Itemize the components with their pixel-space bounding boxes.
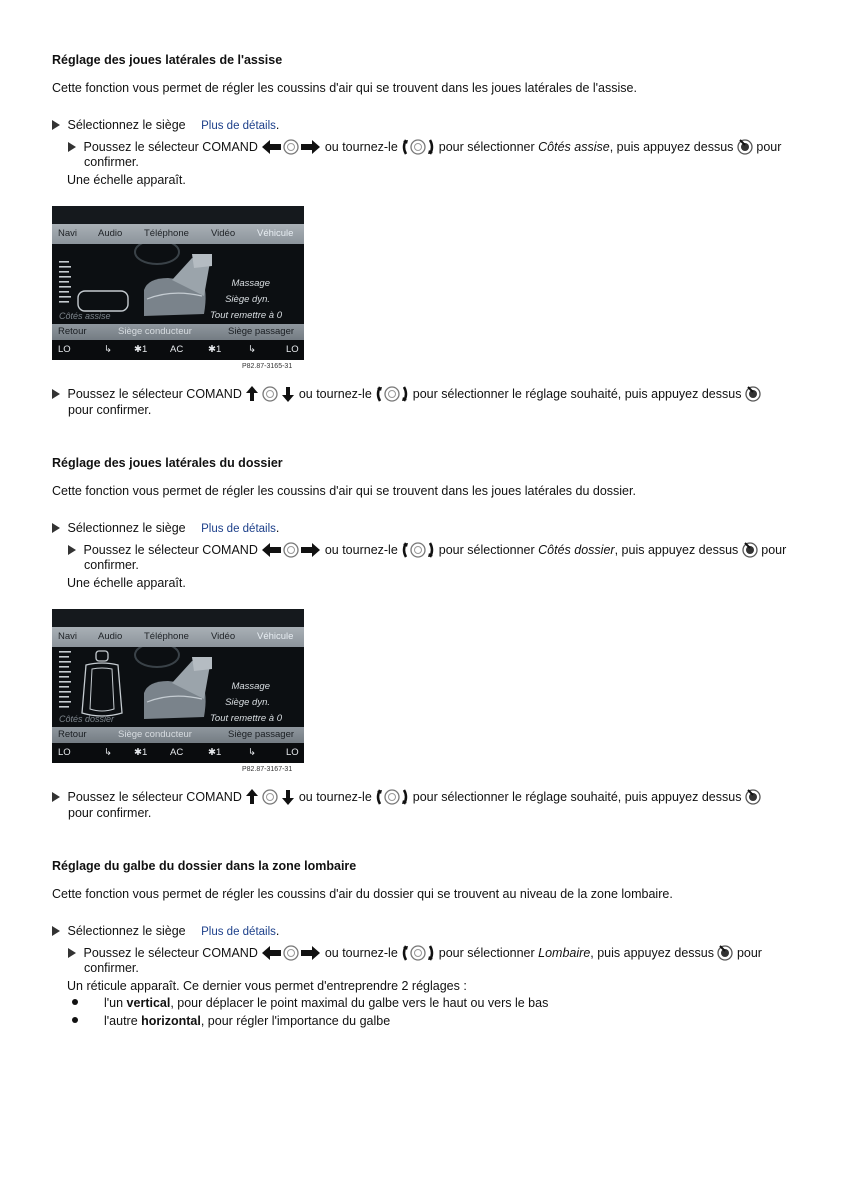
press-knob-icon [742, 542, 758, 561]
details-link[interactable]: Plus de détails [201, 120, 276, 132]
section-title-seat-sides: Réglage des joues latérales de l'assise [52, 53, 283, 67]
screen-tab-bar: Navi Audio Téléphone Vidéo Véhicule [52, 224, 304, 244]
details-link[interactable]: Plus de détails [201, 926, 276, 938]
screen-active-label: Côtés assise [59, 311, 111, 321]
step-push-controller: Poussez le sélecteur COMAND ou tournez-le pour sélectionner Côtés assise, puis appuyez dessus pour [68, 139, 781, 158]
seat-heat-icon: ↳ [248, 344, 256, 355]
fan-speed-right: ✱1 [208, 747, 222, 758]
step-select-seat: Sélectionnez le siège Plus de détails. [52, 521, 279, 535]
fan-speed-left: ✱1 [134, 747, 148, 758]
scale-appears-text: Une échelle apparaît. [67, 576, 186, 590]
section-title-lumbar: Réglage du galbe du dossier dans la zone lombaire [52, 859, 357, 873]
rotate-knob-icon [401, 139, 435, 158]
confirm-text: confirmer. [84, 155, 139, 169]
comand-screen-backrest-sides [52, 609, 304, 763]
image-caption: P82.87-3167-31 [242, 766, 293, 773]
triangle-bullet-icon [68, 948, 76, 958]
controller-up-down-icon [245, 386, 295, 405]
confirm-text: pour confirmer. [68, 806, 152, 820]
press-knob-icon [737, 139, 753, 158]
seat-heat-icon: ↳ [104, 747, 112, 758]
press-knob-icon [717, 945, 733, 964]
triangle-bullet-icon [52, 523, 60, 533]
step-push-controller: Poussez le sélecteur COMAND ou tournez-le pour sélectionner Lombaire, puis appuyez dessus pour [68, 945, 762, 964]
press-knob-icon [745, 789, 761, 808]
screen-bottom-menu: Retour Siège conducteur Siège passager [52, 324, 304, 340]
controller-up-down-icon [245, 789, 295, 808]
intro-text: Cette fonction vous permet de régler les coussins d'air qui se trouvent dans les joues latérales du dossier. [52, 484, 636, 498]
fan-speed-left: ✱1 [134, 344, 148, 355]
step-select-seat: Sélectionnez le siège Plus de détails. [52, 118, 279, 132]
step-push-up-down: Poussez le sélecteur COMAND ou tournez-le pour sélectionner le réglage souhaité, puis appuyez dessus [52, 386, 761, 405]
menu-dynamic-seat: Siège dyn. [225, 294, 270, 305]
screen-active-label: Côtés dossier [59, 714, 115, 724]
triangle-bullet-icon [52, 926, 60, 936]
menu-reset-all: Tout remettre à 0 [210, 713, 282, 724]
bullet-icon [72, 999, 78, 1005]
screen-tab-bar: Navi Audio Téléphone Vidéo Véhicule [52, 627, 304, 647]
list-item-vertical: l'un vertical, pour déplacer le point maximal du galbe vers le haut ou vers le bas [72, 996, 78, 1010]
triangle-bullet-icon [52, 389, 60, 399]
list-item-horizontal: l'autre horizontal, pour régler l'importance du galbe [72, 1014, 78, 1028]
controller-left-right-icon [261, 945, 321, 964]
screen-climate-bar: LO ↳ ✱1 AC ✱1 ↳ LO [52, 340, 304, 360]
intro-text: Cette fonction vous permet de régler les coussins d'air du dossier qui se trouvent au niveau de la zone lombaire. [52, 887, 673, 901]
intro-text: Cette fonction vous permet de régler les coussins d'air qui se trouvent dans les joues latérales de l'assise. [52, 81, 637, 95]
step-push-controller: Poussez le sélecteur COMAND ou tournez-le pour sélectionner Côtés dossier, puis appuyez dessus pour [68, 542, 786, 561]
section-title-backrest-sides: Réglage des joues latérales du dossier [52, 456, 283, 470]
confirm-text: pour confirmer. [68, 403, 152, 417]
menu-massage: Massage [231, 278, 270, 289]
rotate-knob-icon [401, 945, 435, 964]
press-knob-icon [745, 386, 761, 405]
screen-bottom-menu: Retour Siège conducteur Siège passager [52, 727, 304, 743]
step-push-up-down: Poussez le sélecteur COMAND ou tournez-le pour sélectionner le réglage souhaité, puis appuyez dessus [52, 789, 761, 808]
fan-speed-right: ✱1 [208, 344, 222, 355]
scale-appears-text: Une échelle apparaît. [67, 173, 186, 187]
comand-screen-seat-sides [52, 206, 304, 360]
menu-reset-all: Tout remettre à 0 [210, 310, 282, 321]
triangle-bullet-icon [52, 792, 60, 802]
seat-heat-icon: ↳ [104, 344, 112, 355]
seat-heat-icon: ↳ [248, 747, 256, 758]
confirm-text: confirmer. [84, 961, 139, 975]
step-select-seat: Sélectionnez le siège Plus de détails. [52, 924, 279, 938]
confirm-text: confirmer. [84, 558, 139, 572]
controller-left-right-icon [261, 542, 321, 561]
rotate-knob-icon [401, 542, 435, 561]
rotate-knob-icon [375, 789, 409, 808]
details-link[interactable]: Plus de détails [201, 523, 276, 535]
image-caption: P82.87-3165-31 [242, 363, 293, 370]
triangle-bullet-icon [52, 120, 60, 130]
rotate-knob-icon [375, 386, 409, 405]
triangle-bullet-icon [68, 142, 76, 152]
bullet-icon [72, 1017, 78, 1023]
triangle-bullet-icon [68, 545, 76, 555]
screen-climate-bar: LO ↳ ✱1 AC ✱1 ↳ LO [52, 743, 304, 763]
menu-massage: Massage [231, 681, 270, 692]
reticle-text: Un réticule apparaît. Ce dernier vous permet d'entreprendre 2 réglages : [67, 979, 467, 993]
controller-left-right-icon [261, 139, 321, 158]
menu-dynamic-seat: Siège dyn. [225, 697, 270, 708]
